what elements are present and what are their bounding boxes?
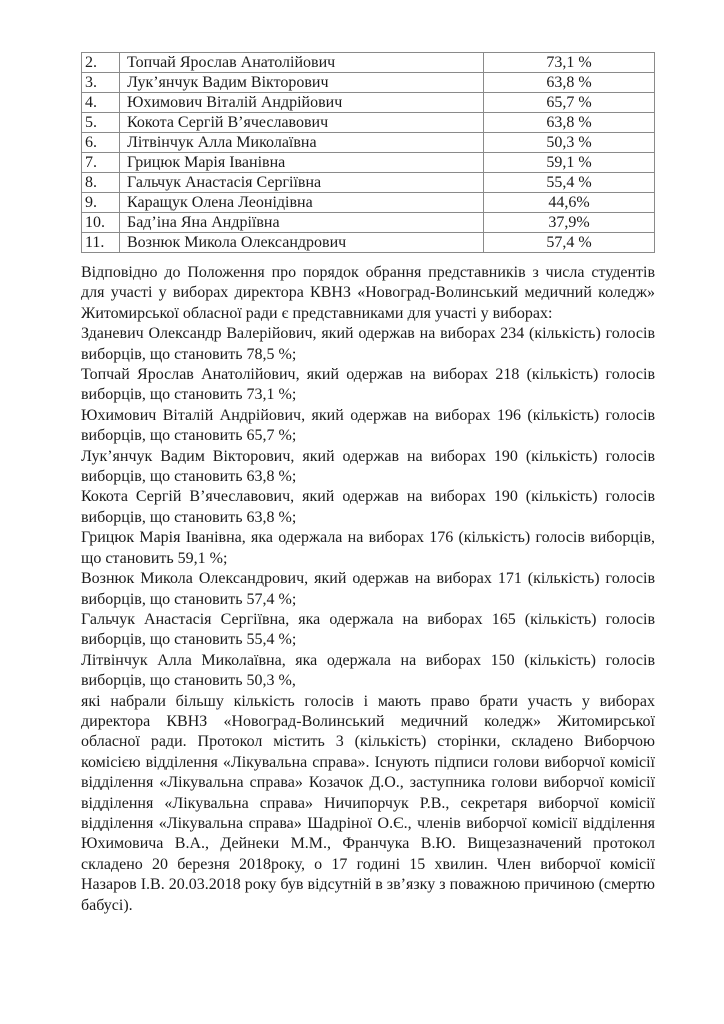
candidate-percent: 63,8 %	[484, 113, 655, 133]
representative-entry: Топчай Ярослав Анатолійович, який одержав на виборах 218 (кількість) голосів виборців, що становить 73,1 %;	[81, 366, 655, 404]
candidate-percent: 55,4 %	[484, 173, 655, 193]
candidate-name: Грицюк Марія Іванівна	[120, 153, 484, 173]
row-number: 2.	[82, 53, 120, 73]
table-row	[82, 153, 655, 173]
representative-entry: Кокота Сергій В’ячеславович, який одержав на виборах 190 (кількість) голосів виборців, що становить 63,8 %;	[81, 488, 655, 526]
candidate-percent: 65,7 %	[484, 93, 655, 113]
table-row	[82, 193, 655, 213]
row-number: 8.	[82, 173, 120, 193]
table-row	[82, 73, 655, 93]
table-row	[82, 113, 655, 133]
candidate-percent: 73,1 %	[484, 53, 655, 73]
representative-entry: Лук’янчук Вадим Вікторович, який одержав на виборах 190 (кількість) голосів виборців, що становить 63,8 %;	[81, 447, 655, 486]
representative-entry: Грицюк Марія Іванівна, яка одержала на виборах 176 (кількість) голосів виборців, що становить 59,1 %;	[81, 529, 655, 567]
representative-entry: Зданевич Олександр Валерійович, який одержав на виборах 234 (кількість) голосів виборців, що становить 78,5 %;	[81, 325, 655, 363]
candidate-percent: 63,8 %	[484, 73, 655, 93]
candidate-name: Літвінчук Алла Миколаївна	[120, 133, 484, 153]
row-number: 10.	[82, 213, 120, 233]
candidate-percent: 50,3 %	[484, 133, 655, 153]
candidate-percent: 44,6%	[484, 193, 655, 213]
table-row	[82, 213, 655, 233]
candidate-name: Гальчук Анастасія Сергіївна	[120, 173, 484, 193]
candidate-name: Юхимович Віталій Андрійович	[120, 93, 484, 113]
row-number: 7.	[82, 153, 120, 173]
candidate-percent: 57,4 %	[484, 233, 655, 253]
candidate-name: Вознюк Микола Олександрович	[120, 233, 484, 253]
table-row	[82, 173, 655, 193]
document-body	[81, 263, 655, 916]
row-number: 11.	[82, 233, 120, 253]
row-number: 9.	[82, 193, 120, 213]
candidate-percent: 37,9%	[484, 213, 655, 233]
representative-entry: Вознюк Микола Олександрович, який одержав на виборах 171 (кількість) голосів виборців, що становить 57,4 %;	[81, 570, 655, 608]
intro-paragraph: Відповідно до Положення про порядок обрання представників з числа студентів для участі у виборах директора КВНЗ «Новоград-Волинський медичний коледж» Житомирської обласної ради є представниками для участі у виборах:	[81, 264, 655, 322]
table-row	[82, 233, 655, 253]
table-row	[82, 93, 655, 113]
candidate-percent: 59,1 %	[484, 153, 655, 173]
results-table	[81, 52, 655, 253]
representative-entry: Літвінчук Алла Миколаївна, яка одержала на виборах 150 (кількість) голосів виборців, що становить 50,3 %,	[81, 651, 655, 690]
representative-entry: Гальчук Анастасія Сергіївна, яка одержала на виборах 165 (кількість) голосів виборців, що становить 55,4 %;	[81, 610, 655, 649]
candidate-name: Лук’янчук Вадим Вікторович	[120, 73, 484, 93]
candidate-name: Каращук Олена Леонідівна	[120, 193, 484, 213]
candidate-name: Кокота Сергій В’ячеславович	[120, 113, 484, 133]
candidate-name: Бад’іна Яна Андріївна	[120, 213, 484, 233]
table-row	[82, 133, 655, 153]
table-row	[82, 53, 655, 73]
candidate-name: Топчай Ярослав Анатолійович	[120, 53, 484, 73]
conclusion-paragraph: які набрали більшу кількість голосів і мають право брати участь у виборах директора КВНЗ «Новоград-Волинський медичний коледж» Житомирської обласної ради. Протокол містить 3 (кількість) сторінки, складено Виборчою комісією відділення «Лікувальна справа». Існують підписи голови виборчої комісії відділення «Лікувальна справа» Козачок Д.О., заступника голови виборчої комісії відділення «Лікувальна справа» Ничипорчук Р.В., секретаря виборчої комісії відділення «Лікувальна справа» Шадріної О.Є., членів виборчої комісії відділення Юхимовича В.А., Дейнеки М.М., Франчука В.Ю. Вищезазначений протокол складено 20 березня 2018року, о 17 годині 15 хвилин. Член виборчої комісії Назаров І.В. 20.03.2018 року був відсутній в зв’язку з поважною причиною (смертю бабусі).	[81, 692, 655, 914]
row-number: 4.	[82, 93, 120, 113]
row-number: 5.	[82, 113, 120, 133]
row-number: 3.	[82, 73, 120, 93]
representative-entry: Юхимович Віталій Андрійович, який одержав на виборах 196 (кількість) голосів виборців, що становить 65,7 %;	[81, 406, 655, 445]
row-number: 6.	[82, 133, 120, 153]
